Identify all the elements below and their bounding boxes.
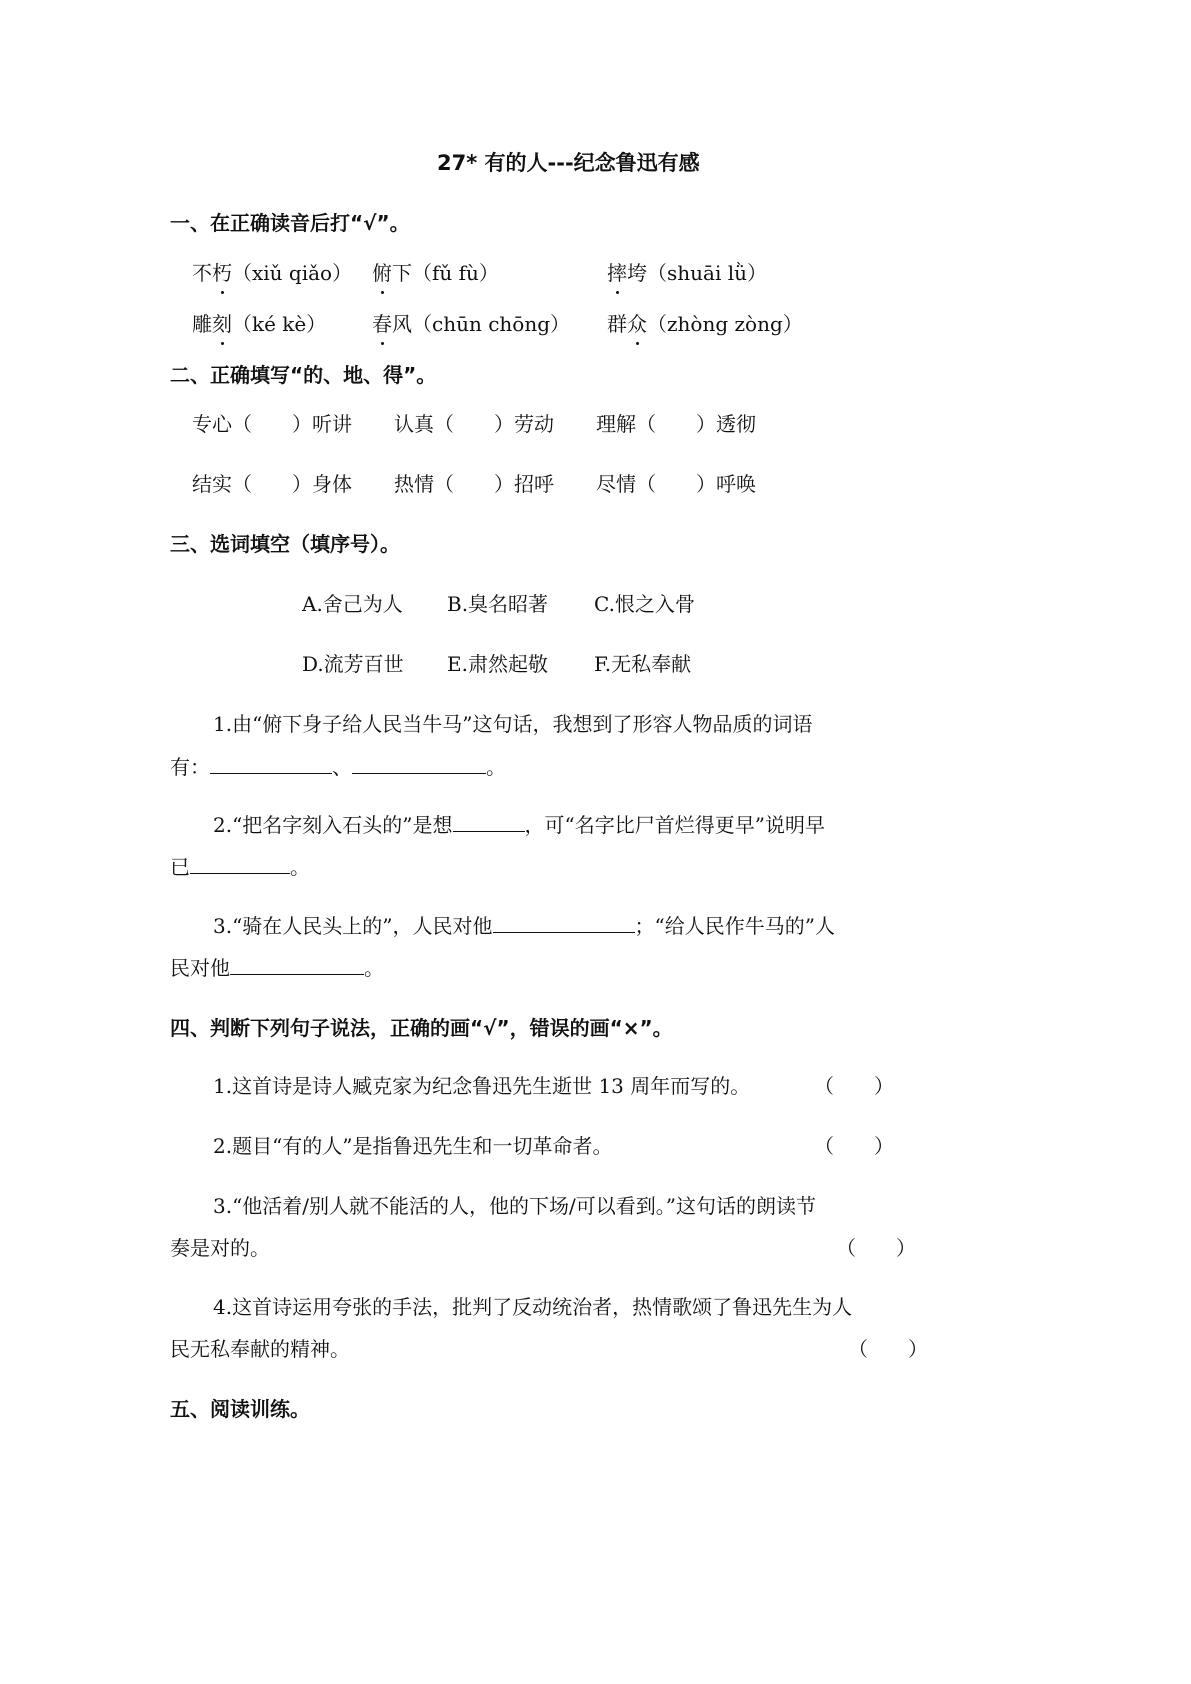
answer-parens[interactable]: （ ） [814,1134,894,1158]
pinyin-item: 群众（zhòng zòng） [607,308,803,337]
emphasis-dot-char: 春 [372,308,392,337]
word-option: B.臭名昭著 [447,592,549,616]
question-text: 已 。 [170,855,310,879]
fill-item: 认真（ ）劳动 [394,412,554,436]
section3-heading: 三、选词填空（填序号）。 [170,532,400,556]
judge-statement: 2.题目“有的人”是指鲁迅先生和一切革命者。 [213,1134,613,1158]
word-option: A.舍己为人 [302,592,403,616]
pinyin-item: 春风（chūn chōng） [372,308,570,337]
answer-blank[interactable] [453,813,525,832]
emphasis-dot-char: 朽 [212,257,232,286]
pinyin-item: 摔垮（shuāi lǜ） [607,257,767,286]
judge-statement: 奏是对的。 [170,1236,270,1260]
emphasis-dot-char: 刻 [212,308,232,337]
answer-blank[interactable] [493,914,635,933]
fill-item: 理解（ ）透彻 [596,412,756,436]
question-text: 有： 、 。 [170,755,506,779]
fill-item: 专心（ ）听讲 [192,412,352,436]
page-title: 27* 有的人---纪念鲁迅有感 [437,151,700,175]
emphasis-dot-char: 摔 [607,257,627,286]
judge-statement: 3.“他活着/别人就不能活的人，他的下场/可以看到。”这句话的朗读节 [213,1194,817,1218]
fill-item: 结实（ ）身体 [192,472,352,496]
answer-blank[interactable] [352,755,486,774]
answer-blank[interactable] [210,755,332,774]
word-option: F.无私奉献 [594,652,692,676]
judge-statement: 4.这首诗运用夸张的手法，批判了反动统治者，热情歌颂了鲁迅先生为人 [213,1295,853,1319]
question-text: 3.“骑在人民头上的”，人民对他 ；“给人民作牛马的”人 [213,914,835,938]
emphasis-dot-char: 众 [627,308,647,337]
word-option: C.恨之入骨 [594,592,695,616]
section1-heading: 一、在正确读音后打“√”。 [170,211,410,235]
answer-blank[interactable] [190,855,290,874]
section4-heading: 四、判断下列句子说法，正确的画“√”，错误的画“×”。 [170,1016,673,1040]
pinyin-item: 雕刻（ké kè） [192,308,326,337]
fill-item: 尽情（ ）呼唤 [596,472,756,496]
answer-parens[interactable]: （ ） [814,1074,894,1098]
question-text: 2.“把名字刻入石头的”是想 ，可“名字比尸首烂得更早”说明早 [213,813,825,837]
question-text: 1.由“俯下身子给人民当牛马”这句话，我想到了形容人物品质的词语 [213,712,813,736]
word-option: D.流芳百世 [302,652,404,676]
judge-statement: 民无私奉献的精神。 [170,1337,350,1361]
answer-blank[interactable] [230,956,364,975]
judge-statement: 1.这首诗是诗人臧克家为纪念鲁迅先生逝世 13 周年而写的。 [213,1074,751,1098]
section2-heading: 二、正确填写“的、地、得”。 [170,363,437,387]
pinyin-item: 俯下（fǔ fù） [372,257,499,286]
section5-heading: 五、阅读训练。 [170,1397,310,1421]
answer-parens[interactable]: （ ） [848,1337,928,1361]
word-option: E.肃然起敬 [447,652,548,676]
emphasis-dot-char: 俯 [372,257,392,286]
pinyin-item: 不朽（xiǔ qiǎo） [192,257,352,286]
fill-item: 热情（ ）招呼 [394,472,554,496]
question-text: 民对他 。 [170,956,384,980]
answer-parens[interactable]: （ ） [836,1236,916,1260]
